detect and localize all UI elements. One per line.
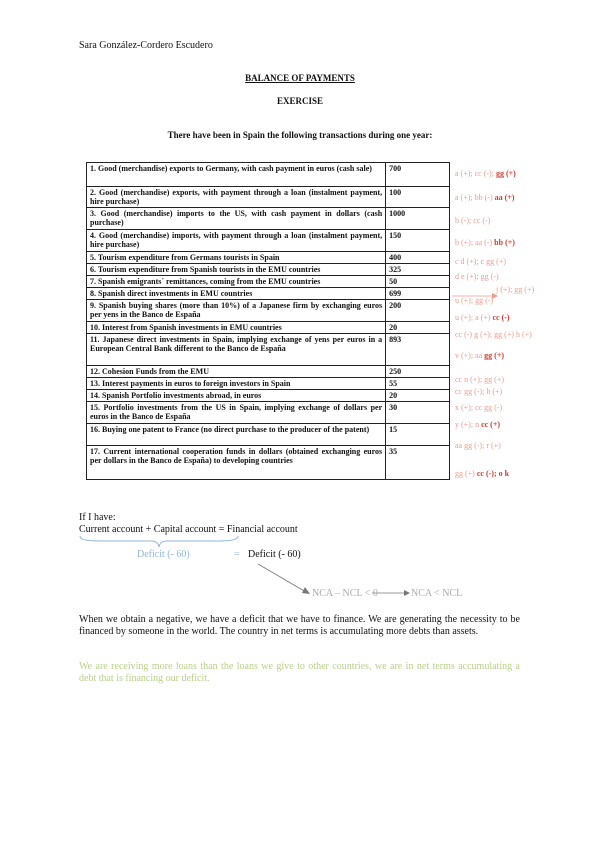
transaction-amount: 35 — [386, 446, 450, 480]
transaction-description: 3. Good (merchandise) imports to the US, with cash payment in dollars (cash purchase) — [87, 208, 386, 230]
transaction-description: 7. Spanish emigrants´ remittances, coming from the EMU countries — [87, 276, 386, 288]
nca-inequality: NCA – NCL < 0 — [312, 588, 378, 599]
transaction-amount: 1000 — [386, 208, 450, 230]
margin-note: j (+); gg (+) — [496, 285, 535, 294]
margin-note: gg (+) cc (-); o k — [455, 469, 510, 478]
transaction-amount: 200 — [386, 300, 450, 322]
brace-icon — [79, 535, 239, 549]
table-row — [87, 252, 450, 264]
intro-text: There have been in Spain the following transactions during one year: — [167, 130, 433, 140]
margin-note: v (+); aa gg (+) — [455, 351, 505, 360]
margin-note: a (+); bb (-) aa (+) — [455, 193, 515, 202]
transaction-amount: 20 — [386, 322, 450, 334]
page-subtitle: EXERCISE — [276, 96, 323, 106]
margin-note: y (+); n cc (+) — [455, 420, 501, 429]
equals-sign: = — [234, 549, 240, 560]
transaction-amount: 150 — [386, 230, 450, 252]
explanation-paragraph: When we obtain a negative, we have a deficit that we have to finance. We are generating the necessity to be financed by someone in the world. The country in net terms is accumulating more debts than assets. — [79, 614, 520, 637]
table-row — [87, 378, 450, 390]
table-row — [87, 334, 450, 366]
margin-note: cc (-) g (+); gg (+) h (+) — [455, 330, 532, 339]
table-row — [87, 390, 450, 402]
table-row — [87, 276, 450, 288]
transaction-description: 11. Japanese direct investments in Spain, implying exchange of yens per euros in a European Central Bank different to the Banco de España — [87, 334, 386, 366]
transaction-description: 12. Cohesion Funds from the EMU — [87, 366, 386, 378]
transaction-amount: 250 — [386, 366, 450, 378]
table-row — [87, 163, 450, 187]
table-row — [87, 402, 450, 424]
transaction-description: 5. Tourism expenditure from Germans tourists in Spain — [87, 252, 386, 264]
margin-note: a (+); cc (-); gg (+) — [455, 169, 516, 178]
transaction-amount: 700 — [386, 163, 450, 187]
margin-note: cc gg (-); h (+) — [455, 387, 503, 396]
if-i-have-label: If I have: — [79, 512, 116, 523]
table-row — [87, 366, 450, 378]
deficit-right: Deficit (- 60) — [248, 549, 301, 560]
transaction-description: 6. Tourism expenditure from Spanish tourists in the EMU countries — [87, 264, 386, 276]
table-row — [87, 424, 450, 446]
transaction-amount: 100 — [386, 187, 450, 208]
margin-note: b (+); aa (-) bb (+) — [455, 238, 515, 247]
table-row — [87, 230, 450, 252]
table-row — [87, 208, 450, 230]
margin-note: d e (+); gg (-) — [455, 272, 499, 281]
table-row — [87, 446, 450, 480]
margin-note: cc n (+); gg (+) — [455, 375, 505, 384]
margin-note: u (+); gg (-) — [455, 296, 494, 305]
account-equation: Current account + Capital account = Financial account — [79, 524, 298, 535]
transaction-amount: 400 — [386, 252, 450, 264]
transaction-description: 8. Spanish direct investments in EMU countries — [87, 288, 386, 300]
author-name: Sara González-Cordero Escudero — [79, 40, 213, 51]
transaction-amount: 15 — [386, 424, 450, 446]
transaction-description: 15. Portfolio investments from the US in Spain, implying exchange of dollars per euros in the Banco de España — [87, 402, 386, 424]
transaction-amount: 325 — [386, 264, 450, 276]
nca-comparison: NCA < NCL — [411, 588, 463, 599]
margin-note: aa gg (-); r (+) — [455, 441, 501, 450]
margin-note: x (+); cc gg (-) — [455, 403, 503, 412]
deficit-left: Deficit (- 60) — [137, 549, 190, 560]
margin-note: b (-); cc (-) — [455, 216, 491, 225]
transaction-amount: 50 — [386, 276, 450, 288]
note-paragraph: We are receiving more loans than the loans we give to other countries, we are in net terms accumulating a debt that is financing our deficit. — [79, 661, 520, 684]
transaction-amount: 55 — [386, 378, 450, 390]
transactions-table — [86, 162, 450, 480]
transaction-description: 10. Interest from Spanish investments in EMU countries — [87, 322, 386, 334]
transaction-amount: 30 — [386, 402, 450, 424]
table-row — [87, 300, 450, 322]
table-row — [87, 288, 450, 300]
transaction-description: 2. Good (merchandise) exports, with payment through a loan (instalment payment, hire purchase) — [87, 187, 386, 208]
transaction-description: 17. Current international cooperation funds in dollars (obtained exchanging euros per dollars in the Banco de España) to developing countries — [87, 446, 386, 480]
transaction-description: 9. Spanish buying shares (more than 10%) of a Japanese firm by exchanging euros per yens in the Banco de España — [87, 300, 386, 322]
page-title: BALANCE OF PAYMENTS — [245, 73, 355, 83]
transaction-description: 14. Spanish Portfolio investments abroad, in euros — [87, 390, 386, 402]
transaction-amount: 20 — [386, 390, 450, 402]
transaction-description: 16. Buying one patent to France (no direct purchase to the producer of the patent) — [87, 424, 386, 446]
transaction-description: 1. Good (merchandise) exports to Germany, with cash payment in euros (cash sale) — [87, 163, 386, 187]
table-row — [87, 264, 450, 276]
transaction-amount: 893 — [386, 334, 450, 366]
transaction-amount: 699 — [386, 288, 450, 300]
margin-note: c d (+); c gg (+) — [455, 257, 507, 266]
transaction-description: 4. Good (merchandise) imports, with payment through a loan (instalment payment, hire purchase) — [87, 230, 386, 252]
table-row — [87, 187, 450, 208]
margin-note: u (+); a (+) cc (-) — [455, 313, 510, 322]
transaction-description: 13. Interest payments in euros to foreign investors in Spain — [87, 378, 386, 390]
table-row — [87, 322, 450, 334]
